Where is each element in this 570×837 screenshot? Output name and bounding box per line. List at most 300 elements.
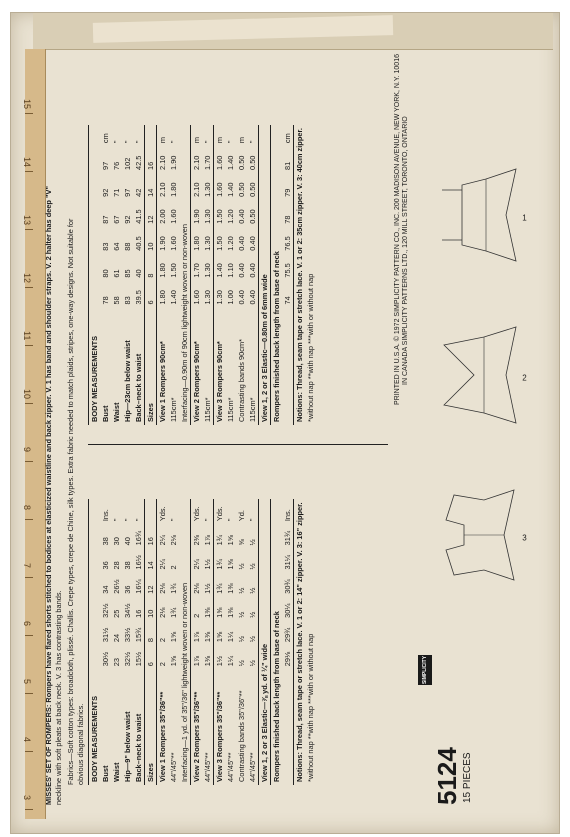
body-row-value: 85 [123,269,132,278]
view2-row-value: 2⅜ [191,524,203,548]
body-row-value: 32½ [123,651,132,667]
body-row-value: 16¼ [134,579,143,594]
table-row [157,125,169,425]
contrast-row-value: 0.40 [237,209,246,224]
body-row-label: Back–neck to waist [134,353,143,422]
contrast-row-value: 0.40 [237,290,246,305]
view3-row2-value: 1.20 [226,236,235,251]
elastic-line: View 1, 2 or 3 Elastic—⅞ yd. of ¼" wide [259,499,271,785]
body-row-value: 42 [134,188,143,197]
view1-row-value: 2¼ [157,548,169,572]
contrast-row-value: ½ [237,587,246,594]
sizes-row-value: 6 [145,281,157,308]
elastic-line: View 1, 2 or 3 Elastic—0.80m of 6mm wide [259,125,271,425]
finished-row-value: 81 [283,161,292,170]
view2-row2-label: 44"/45"** [203,752,212,782]
body-row-value: 24 [112,633,121,643]
sizes-row-unit [145,499,157,524]
view1-row2-label: 115cm* [169,397,178,422]
body-row-value: 64 [112,242,121,251]
ruler-tick [25,461,33,462]
view1-row2-unit: " [169,518,178,522]
table-row [236,499,247,785]
ruler-number: 4 [22,737,32,743]
contrast-row2-value: 0.50 [248,182,257,197]
footnote-line: *without nap **with nap ***with or without nap [306,633,315,782]
figure-label-2: 2 [522,373,527,383]
sizes-row-unit [145,125,157,146]
body-row-label: Waist [112,402,121,422]
imprint-line-1: PRINTED IN U.S.A. © 1972 SIMPLICITY PATTERN CO., INC. 200 MADISON AVENUE, NEW YORK, N.Y. 10016 [394,54,401,405]
body-row-value: 71 [112,188,121,197]
view3-row-value: 1.50 [214,200,226,227]
pattern-back-sheet [42,25,542,805]
contrast-row2-label: 115cm* [248,397,257,422]
body-measurements-header: BODY MEASUREMENTS [89,125,101,425]
view1-row-value: 2⅛ [157,573,169,597]
view3-row2-label: 44"/45"** [226,752,235,782]
body-row-value: 76 [112,161,121,170]
body-row-value: 61 [112,269,121,278]
view1-row2-value: 1.80 [169,182,178,197]
contrast-row-value: ½ [237,660,246,667]
ruler-tick [25,345,33,346]
ruler-number: 10 [22,389,32,400]
view-3-sketch [434,475,527,595]
body-row-value: 42.5 [134,155,143,170]
view1-row-label: View 1 Rompers 90cm* [157,308,169,426]
view2-row-value: 1.70 [191,254,203,281]
sizes-row-value: 16 [145,524,157,548]
contrast-row2-value: 0.50 [248,155,257,170]
view3-row2-value: 1⅜ [226,607,235,618]
contrast-row-value: ½ [237,563,246,570]
table-row [100,499,111,785]
view1-row2-value: 1⅝ [169,631,178,643]
ruler-number: 12 [22,273,32,284]
contrast-row2-value: ½ [248,563,257,570]
view1-row2-value: 1¾ [169,583,178,594]
view3-row-unit: Yds. [214,499,226,524]
view2-row-value: 2.10 [191,146,203,173]
body-row-value: 97 [123,188,132,197]
view2-row2-value: 1½ [203,583,212,594]
body-row-value: 41.5 [134,209,143,224]
sizes-row-label: Sizes [145,308,157,426]
body-row-value: 102 [123,157,132,170]
sizes-row-value: 10 [145,227,157,254]
ruler-number: 15 [22,99,32,110]
view2-row2-value: 1⅜ [203,607,212,618]
contrast-row2-unit: " [248,518,257,522]
body-row-value: 15¾ [134,627,143,643]
table-row [122,499,133,785]
view2-row2-value: 1.30 [203,209,212,224]
view2-row-value: 2¼ [191,548,203,572]
view3-row-value: 1¾ [214,548,226,572]
body-row-value: 26½ [112,579,121,594]
view3-row-value: 1½ [214,645,226,669]
body-row-value: 92 [123,215,132,224]
view1-row2-value: 2⅛ [169,535,178,546]
view2-row2-unit: " [203,140,212,144]
view1-row2-value: 1.60 [169,236,178,251]
ruler-tick [25,577,33,578]
table-row [89,499,101,785]
view2-row-value: 1.60 [191,281,203,308]
view2-row2-value: 1.30 [203,263,212,278]
view2-row2-value: 1½ [203,559,212,570]
view3-row-value: 1.60 [214,146,226,173]
body-row-value: 15½ [134,651,143,667]
body-row-value: 67 [112,215,121,224]
left-yardage-table [88,499,316,785]
table-row [214,125,226,425]
ruler-tick [25,519,33,520]
body-row-value: 36 [123,585,132,594]
ruler-number: 8 [22,505,32,511]
finished-row-value: 31¼ [283,555,292,570]
column-divider [88,444,388,445]
view1-row-unit: Yds. [157,499,169,524]
view2-row-value: 1.80 [191,227,203,254]
contrast-row2-value: 0.50 [248,209,257,224]
table-row [191,125,203,425]
body-row-value: 31½ [101,627,110,643]
view1-row-value: 1.80 [157,254,169,281]
view1-row-value: 2.10 [157,146,169,173]
table-row [271,125,283,425]
body-row-value: 58 [112,296,121,305]
view3-row-label: View 3 Rompers 35"/36"** [214,669,226,785]
view1-row-value: 1.90 [157,227,169,254]
table-row [145,499,157,785]
table-row [157,499,169,785]
view1-row-value: 2¼ [157,524,169,548]
table-row [294,125,306,425]
sizes-row-label: Sizes [145,669,157,785]
contrast-row-unit: m [237,136,246,144]
contrast-row-value: ⅝ [237,539,246,546]
imprint-line-2: IN CANADA SIMPLICITY PATTERNS LTD., 120 MILL STREET, TORONTO, ONTARIO [402,116,409,385]
table-row [111,499,122,785]
body-row-value: 39.5 [134,290,143,305]
sizes-row-value: 16 [145,146,157,173]
view2-row2-label: 115cm* [203,397,212,422]
contrast-row-value: 0.50 [237,182,246,197]
view3-row-value: 1.50 [214,227,226,254]
finished-row-unit: cm [283,133,292,144]
view2-row-value: 1⅞ [191,645,203,669]
view2-row2-value: 1.30 [203,290,212,305]
view1-interfacing: Interfacing—0.90m of 90cm lightweight woven or non-woven [180,223,189,422]
view3-row2-value: 1¼ [226,631,235,643]
view3-row2-value: 1¼ [226,655,235,667]
contrast-row2-unit: " [248,140,257,144]
view2-row-value: 2 [191,597,203,621]
ruler-number: 13 [22,215,32,226]
ruler-number: 6 [22,621,32,627]
contrast-row-unit: Yd. [237,510,246,522]
ruler-tick [25,635,33,636]
view-sketches [434,35,534,595]
strap-romper-icon [434,155,527,275]
view1-row-value: 1.80 [157,281,169,308]
footnote-line: *without nap **with nap ***with or without nap [306,273,315,422]
sizes-row-value: 12 [145,573,157,597]
view2-row2-value: 1⅜ [203,631,212,643]
view-2-sketch [434,315,527,435]
view1-row2-value: 1.90 [169,155,178,170]
view2-row2-value: 1⅞ [203,535,212,546]
sizes-row-value: 8 [145,621,157,645]
body-row-value: 40.5 [134,236,143,251]
contrast-row2-value: ½ [248,635,257,643]
contrast-row-value: 0.50 [237,155,246,170]
body-row-value: 30½ [101,651,110,667]
table-row [294,499,306,785]
view2-row2-value: 1.70 [203,155,212,170]
contrast-row2-label: 44"/45"** [248,752,257,782]
view1-row-value: 2 [157,621,169,645]
finished-row-value: 30¼ [283,603,292,618]
view3-row2-unit: " [226,518,235,522]
body-row-value: 92 [101,188,110,197]
finished-row-value: 74 [283,296,292,305]
table-row [236,125,247,425]
ruler-number: 5 [22,679,32,685]
view1-row-value: 2.00 [157,200,169,227]
contrast-row-value: 0.40 [237,263,246,278]
body-row-unit: Ins. [101,509,110,522]
view1-row2-label: 44"/45"** [169,752,178,782]
ruler-tick [25,751,33,752]
body-row-value: 88 [123,242,132,251]
view1-row-value: 2⅛ [157,597,169,621]
ruler-number: 7 [22,563,32,569]
view3-row2-value: 1.20 [226,209,235,224]
view2-row2-value: 1.30 [203,182,212,197]
view1-row2-value: 2 [169,565,178,570]
table-row [191,499,203,785]
contrast-row-label: Contrasting bands 35"/36"** [237,690,246,782]
contrast-row-value: 0.40 [237,236,246,251]
description-line-1: MISSES' SET OF ROMPERS: Rompers have flared shorts stitched to bodices at elasticized waistline and back zipper. V. 1 has band and shoulder straps. V. 2 halter has deep "V" [44,186,53,805]
finished-row-value: 78 [283,215,292,224]
romper-back-icon [434,475,527,595]
view1-row-unit: m [157,125,169,146]
description-line-2: neckline with soft pleats at back neck. V. 3 has contrasting bands. [54,590,63,805]
body-row-value: 97 [101,161,110,170]
table-row [259,125,271,425]
view2-row-label: View 2 Rompers 35"/36"** [191,669,203,785]
view1-interfacing: Interfacing—1 yd. of 35"/36" lightweight woven or non-woven [180,582,189,782]
table-row [225,499,236,785]
figure-label-3: 3 [522,533,527,543]
table-row [202,125,214,425]
notions-line: Notions: Thread, seam tape or stretch lace. V. 1 or 2: 14" zipper. V. 3: 16" zipper. [294,499,306,785]
body-row-value: 16¾ [134,530,143,546]
body-row-unit: " [123,518,132,522]
table-row [122,125,133,425]
imperial-table [88,465,316,785]
table-row [111,125,122,425]
body-row-value: 23 [112,658,121,667]
view3-row-value: 1.30 [214,281,226,308]
finished-row-label [282,669,294,785]
contrast-row2-value: ½ [248,611,257,618]
view3-row2-value: 1.00 [226,290,235,305]
body-row-value: 34½ [123,603,132,618]
view3-row2-value: 1.10 [226,263,235,278]
table-row [89,125,101,425]
view3-row-value: 1.40 [214,254,226,281]
sizes-row-value: 10 [145,597,157,621]
view3-row-value: 1⅝ [214,597,226,621]
body-measurements-header: BODY MEASUREMENTS [89,499,101,785]
body-row-label: Hip—9" below waist [123,711,132,782]
simplicity-logo: SIMPLICITY [418,655,432,685]
sizes-row-value: 14 [145,548,157,572]
view2-row2-value: 1.30 [203,236,212,251]
ruler-tick [25,403,33,404]
view3-row-value: 1¾ [214,524,226,548]
body-row-unit: cm [101,133,110,144]
body-row-value: 40 [123,537,132,546]
view3-row2-value: 1⅜ [226,583,235,594]
contrast-row-label: Contrasting bands 90cm* [237,339,246,422]
table-row [168,125,179,425]
view3-row-value: 1⅝ [214,621,226,645]
view1-row2-unit: " [169,140,178,144]
body-row-value: 40 [134,269,143,278]
table-row [179,499,191,785]
view2-row-value: 2.10 [191,173,203,200]
view3-row2-unit: " [226,140,235,144]
body-row-value: 33½ [123,627,132,643]
ruler-number: 11 [22,331,32,341]
body-row-unit: " [123,140,132,144]
view2-row-value: 1⅞ [191,621,203,645]
pattern-number: 5124 [432,747,462,805]
body-row-unit: " [112,140,121,144]
view1-row2-value: 1⅝ [169,655,178,667]
finished-row-value: 79 [283,188,292,197]
view1-row-label: View 1 Rompers 35"/36"** [157,669,169,785]
body-row-label: Waist [112,762,121,782]
contrast-row-value: ½ [237,611,246,618]
body-row-value: 78 [101,296,110,305]
figure-label-1: 1 [522,213,527,223]
contrast-row2-value: 0.40 [248,236,257,251]
view1-row-value: 2.10 [157,173,169,200]
body-row-value: 87 [101,215,110,224]
view1-row-value: 2 [157,645,169,669]
view3-row-value: 1¾ [214,573,226,597]
body-row-unit: " [134,140,143,144]
body-row-label: Bust [101,765,110,782]
right-yardage-table [88,125,316,425]
body-row-value: 83 [101,242,110,251]
fabrics-line-2: obvious diagonal fabrics. [76,703,85,785]
view3-row2-value: 1⅝ [226,535,235,546]
view2-row-value: 1.90 [191,200,203,227]
ruler-tick [25,113,33,114]
body-row-label: Back–neck to waist [134,713,143,782]
view3-row2-value: 1.40 [226,182,235,197]
table-row [214,499,226,785]
table-row [179,125,191,425]
contrast-row2-value: ½ [248,539,257,546]
contrast-row2-value: ½ [248,660,257,667]
view2-row-unit: Yds. [191,499,203,524]
view2-row-unit: m [191,125,203,146]
contrast-row2-value: 0.40 [248,290,257,305]
finished-length-label: Rompers finished back length from base of neck [271,125,283,425]
sizes-row-value: 14 [145,173,157,200]
sizes-row-value: 12 [145,200,157,227]
finished-row-label [282,308,294,426]
view3-row-value: 1.60 [214,173,226,200]
finished-row-value: 31¾ [283,530,292,546]
table-row [271,499,283,785]
metric-table [88,125,316,425]
body-row-value: 25 [112,609,121,618]
body-row-label: Hip—23cm below waist [123,340,132,422]
body-row-unit: " [134,518,143,522]
view3-row-label: View 3 Rompers 90cm* [214,308,226,426]
view2-row2-unit: " [203,518,212,522]
table-row [247,499,259,785]
table-row [168,499,179,785]
ruler-tick [25,229,33,230]
halter-romper-icon [434,315,527,435]
finished-row-unit: Ins. [283,509,292,522]
finished-row-value: 30¾ [283,579,292,594]
contrast-row2-value: ½ [248,587,257,594]
ruler-number: 9 [22,447,32,453]
ruler-tick [25,809,33,810]
finished-row-value: 29⅛ [283,651,292,667]
sizes-row-value: 6 [145,645,157,669]
ruler-number: 3 [22,795,32,801]
body-row-value: 80 [101,269,110,278]
view2-row2-value: 1⅜ [203,655,212,667]
table-row [305,499,316,785]
view1-row2-value: 1.40 [169,290,178,305]
notions-line: Notions: Thread, seam tape or stretch lace. V. 1 or 2: 35cm zipper. V. 3: 40cm zipper. [294,125,306,425]
body-row-value: 38 [123,561,132,570]
body-row-value: 16½ [134,555,143,570]
ruler-tick [25,171,33,172]
body-row-value: 36 [101,561,110,570]
table-row [259,499,271,785]
body-row-value: 32½ [101,603,110,618]
view3-row2-value: 1.40 [226,155,235,170]
view1-row2-value: 1.60 [169,209,178,224]
view2-row-value: 2⅛ [191,573,203,597]
ruler-number: 14 [22,157,32,168]
contrast-row-value: ½ [237,635,246,643]
pattern-pieces: 15 PIECES [462,752,473,803]
view-1-sketch [434,155,527,275]
table-row [282,125,294,425]
table-row [145,125,157,425]
table-row [282,499,294,785]
view3-row2-value: 1⅝ [226,559,235,570]
sizes-row-value: 8 [145,254,157,281]
table-row [305,125,316,425]
